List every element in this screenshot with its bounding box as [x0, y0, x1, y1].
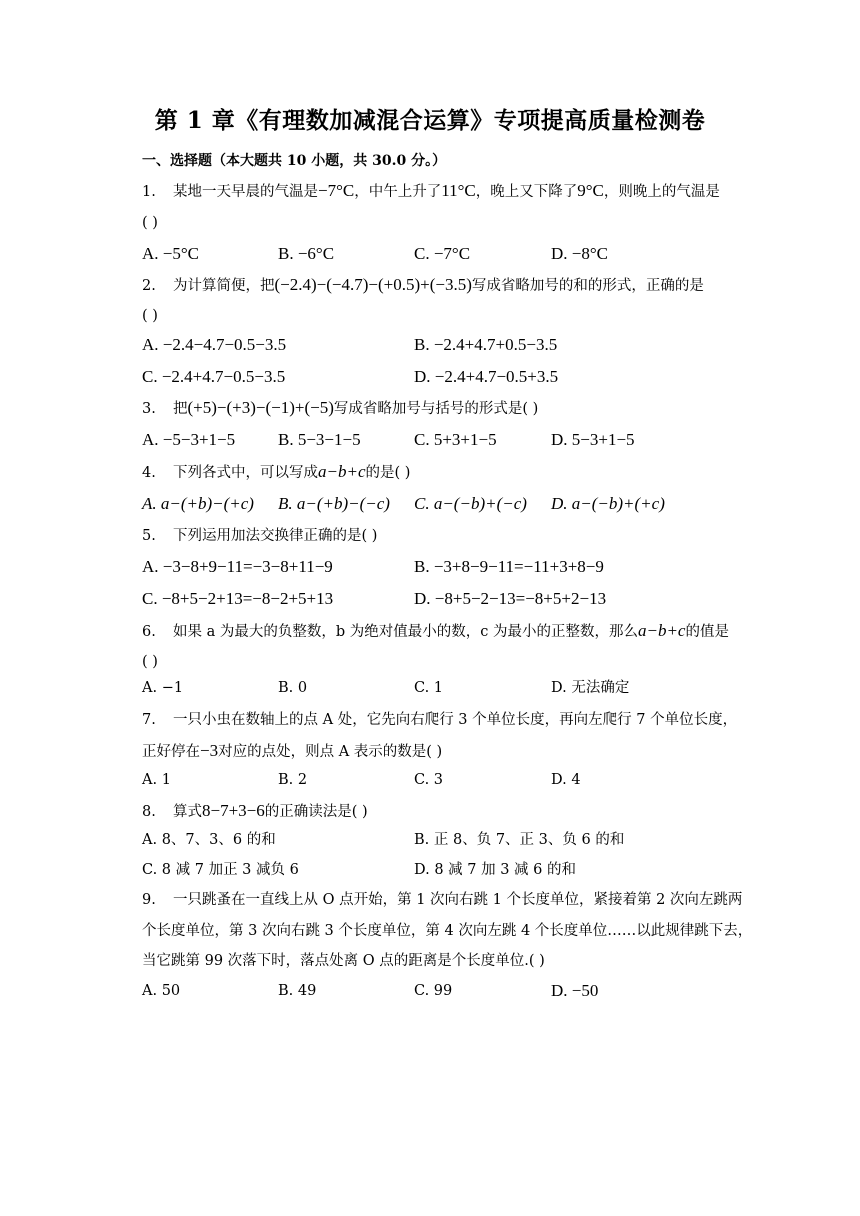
option-c: C. a−(−b)+(−c)	[414, 494, 527, 513]
option-c: C. −7°C	[414, 244, 471, 263]
question-3-line-1: 3. 把(+5)−(+3)−(−1)+(−5)写成省略加号与括号的形式是( )	[142, 398, 539, 417]
page-title: 第 1 章《有理数加减混合运算》专项提高质量检测卷	[154, 107, 706, 134]
question-2-line-2: ( )	[142, 308, 158, 324]
option-a: A. −2.4−4.7−0.5−3.5	[142, 335, 287, 354]
question-7-line-1: 7. 一只小虫在数轴上的点 A 处，它先向右爬行 3 个单位长度，再向左爬行 7 个单位长度，	[142, 712, 738, 728]
option-b: B. 正 8、负 7、正 3、负 6 的和	[414, 832, 625, 848]
question-6-line-2: ( )	[142, 654, 158, 670]
question-number: 8.	[142, 804, 156, 820]
option-b: B. a−(+b)−(−c)	[278, 494, 390, 513]
option-b: B. −3+8−9−11=−11+3+8−9	[414, 557, 604, 576]
option-a: A. −3−8+9−11=−3−8+11−9	[142, 557, 333, 576]
question-2-line-1: 2. 为计算简便，把(−2.4)−(−4.7)−(+0.5)+(−3.5)写成省略加号的和的形式，正确的是	[142, 275, 704, 294]
option-a: A. −1	[142, 680, 184, 696]
option-b: B. 5−3−1−5	[278, 430, 361, 449]
option-d: D. −2.4+4.7−0.5+3.5	[414, 367, 559, 386]
option-a: A. −5−3+1−5	[142, 430, 236, 449]
question-1-line-2: ( )	[142, 215, 158, 231]
math-expr: 8−7+3−6	[202, 801, 265, 820]
question-number: 9.	[142, 892, 156, 908]
option-b: B. −2.4+4.7+0.5−3.5	[414, 335, 558, 354]
option-c: C. 3	[414, 772, 444, 788]
option-d: D. 5−3+1−5	[551, 430, 635, 449]
question-1-line-1: 1. 某地一天早晨的气温是−7°C，中午上升了11°C，晚上又下降了9°C，则晚上的气温是	[142, 181, 720, 200]
option-c: C. −8+5−2+13=−8−2+5+13	[142, 589, 334, 608]
question-9-line-1: 9. 一只跳蚤在一直线上从 O 点开始，第 1 次向右跳 1 个长度单位，紧接着第 2 次向左跳两	[142, 892, 743, 908]
option-b: B. 0	[278, 680, 308, 696]
option-d: D. 无法确定	[551, 680, 630, 696]
option-d: D. −50	[551, 981, 599, 1000]
option-c: C. −2.4+4.7−0.5−3.5	[142, 367, 286, 386]
question-6-line-1: 6. 如果 a 为最大的负整数，b 为绝对值最小的数，c 为最小的正整数，那么a−b+c的值是	[142, 621, 729, 640]
option-d: D. 8 减 7 加 3 减 6 的和	[414, 862, 576, 878]
option-c: C. 99	[414, 983, 453, 999]
question-5-line-1: 5. 下列运用加法交换律正确的是( )	[142, 528, 378, 544]
math-expr: 9°C	[577, 181, 604, 200]
option-c: C. 5+3+1−5	[414, 430, 497, 449]
option-a: A. 8、7、3、6 的和	[142, 832, 276, 848]
math-expr: −3	[200, 741, 219, 760]
question-number: 5.	[142, 528, 156, 544]
option-a: A. 50	[142, 983, 181, 999]
question-4-line-1: 4. 下列各式中，可以写成a−b+c的是( )	[142, 462, 411, 481]
option-b: B. 49	[278, 983, 317, 999]
option-a: A. a−(+b)−(+c)	[142, 494, 254, 513]
math-expr: 11°C	[441, 181, 476, 200]
math-expr: (+5)−(+3)−(−1)+(−5)	[187, 398, 334, 417]
option-b: B. 2	[278, 772, 308, 788]
option-c: C. 8 减 7 加正 3 减负 6	[142, 862, 299, 878]
question-8-line-1: 8. 算式8−7+3−6的正确读法是( )	[142, 801, 368, 820]
option-d: D. 4	[551, 772, 581, 788]
option-d: D. a−(−b)+(+c)	[551, 494, 665, 513]
question-9-line-2: 个长度单位，第 3 次向右跳 3 个长度单位，第 4 次向左跳 4 个长度单位……以此规律跳下去，	[142, 923, 753, 939]
question-number: 3.	[142, 401, 156, 417]
section-heading: 一、选择题（本大题共 10 小题，共 30.0 分。）	[142, 153, 447, 169]
math-expr: a−b+c	[318, 462, 366, 481]
math-expr: a−b+c	[637, 621, 686, 640]
option-b: B. −6°C	[278, 244, 335, 263]
question-number: 4.	[142, 465, 156, 481]
option-a: A. 1	[142, 772, 171, 788]
question-7-line-2: 正好停在−3对应的点处，则点 A 表示的数是( )	[142, 741, 443, 760]
question-number: 7.	[142, 712, 156, 728]
math-expr: (−2.4)−(−4.7)−(+0.5)+(−3.5)	[274, 275, 472, 294]
option-d: D. −8+5−2−13=−8+5+2−13	[414, 589, 607, 608]
option-a: A. −5°C	[142, 244, 200, 263]
question-number: 6.	[142, 624, 156, 640]
question-number: 2.	[142, 278, 156, 294]
math-expr: −7°C	[318, 181, 355, 200]
option-d: D. −8°C	[551, 244, 609, 263]
question-number: 1.	[142, 184, 156, 200]
question-9-line-3: 当它跳第 99 次落下时，落点处离 O 点的距离是个长度单位.( )	[142, 953, 545, 969]
option-c: C. 1	[414, 680, 444, 696]
